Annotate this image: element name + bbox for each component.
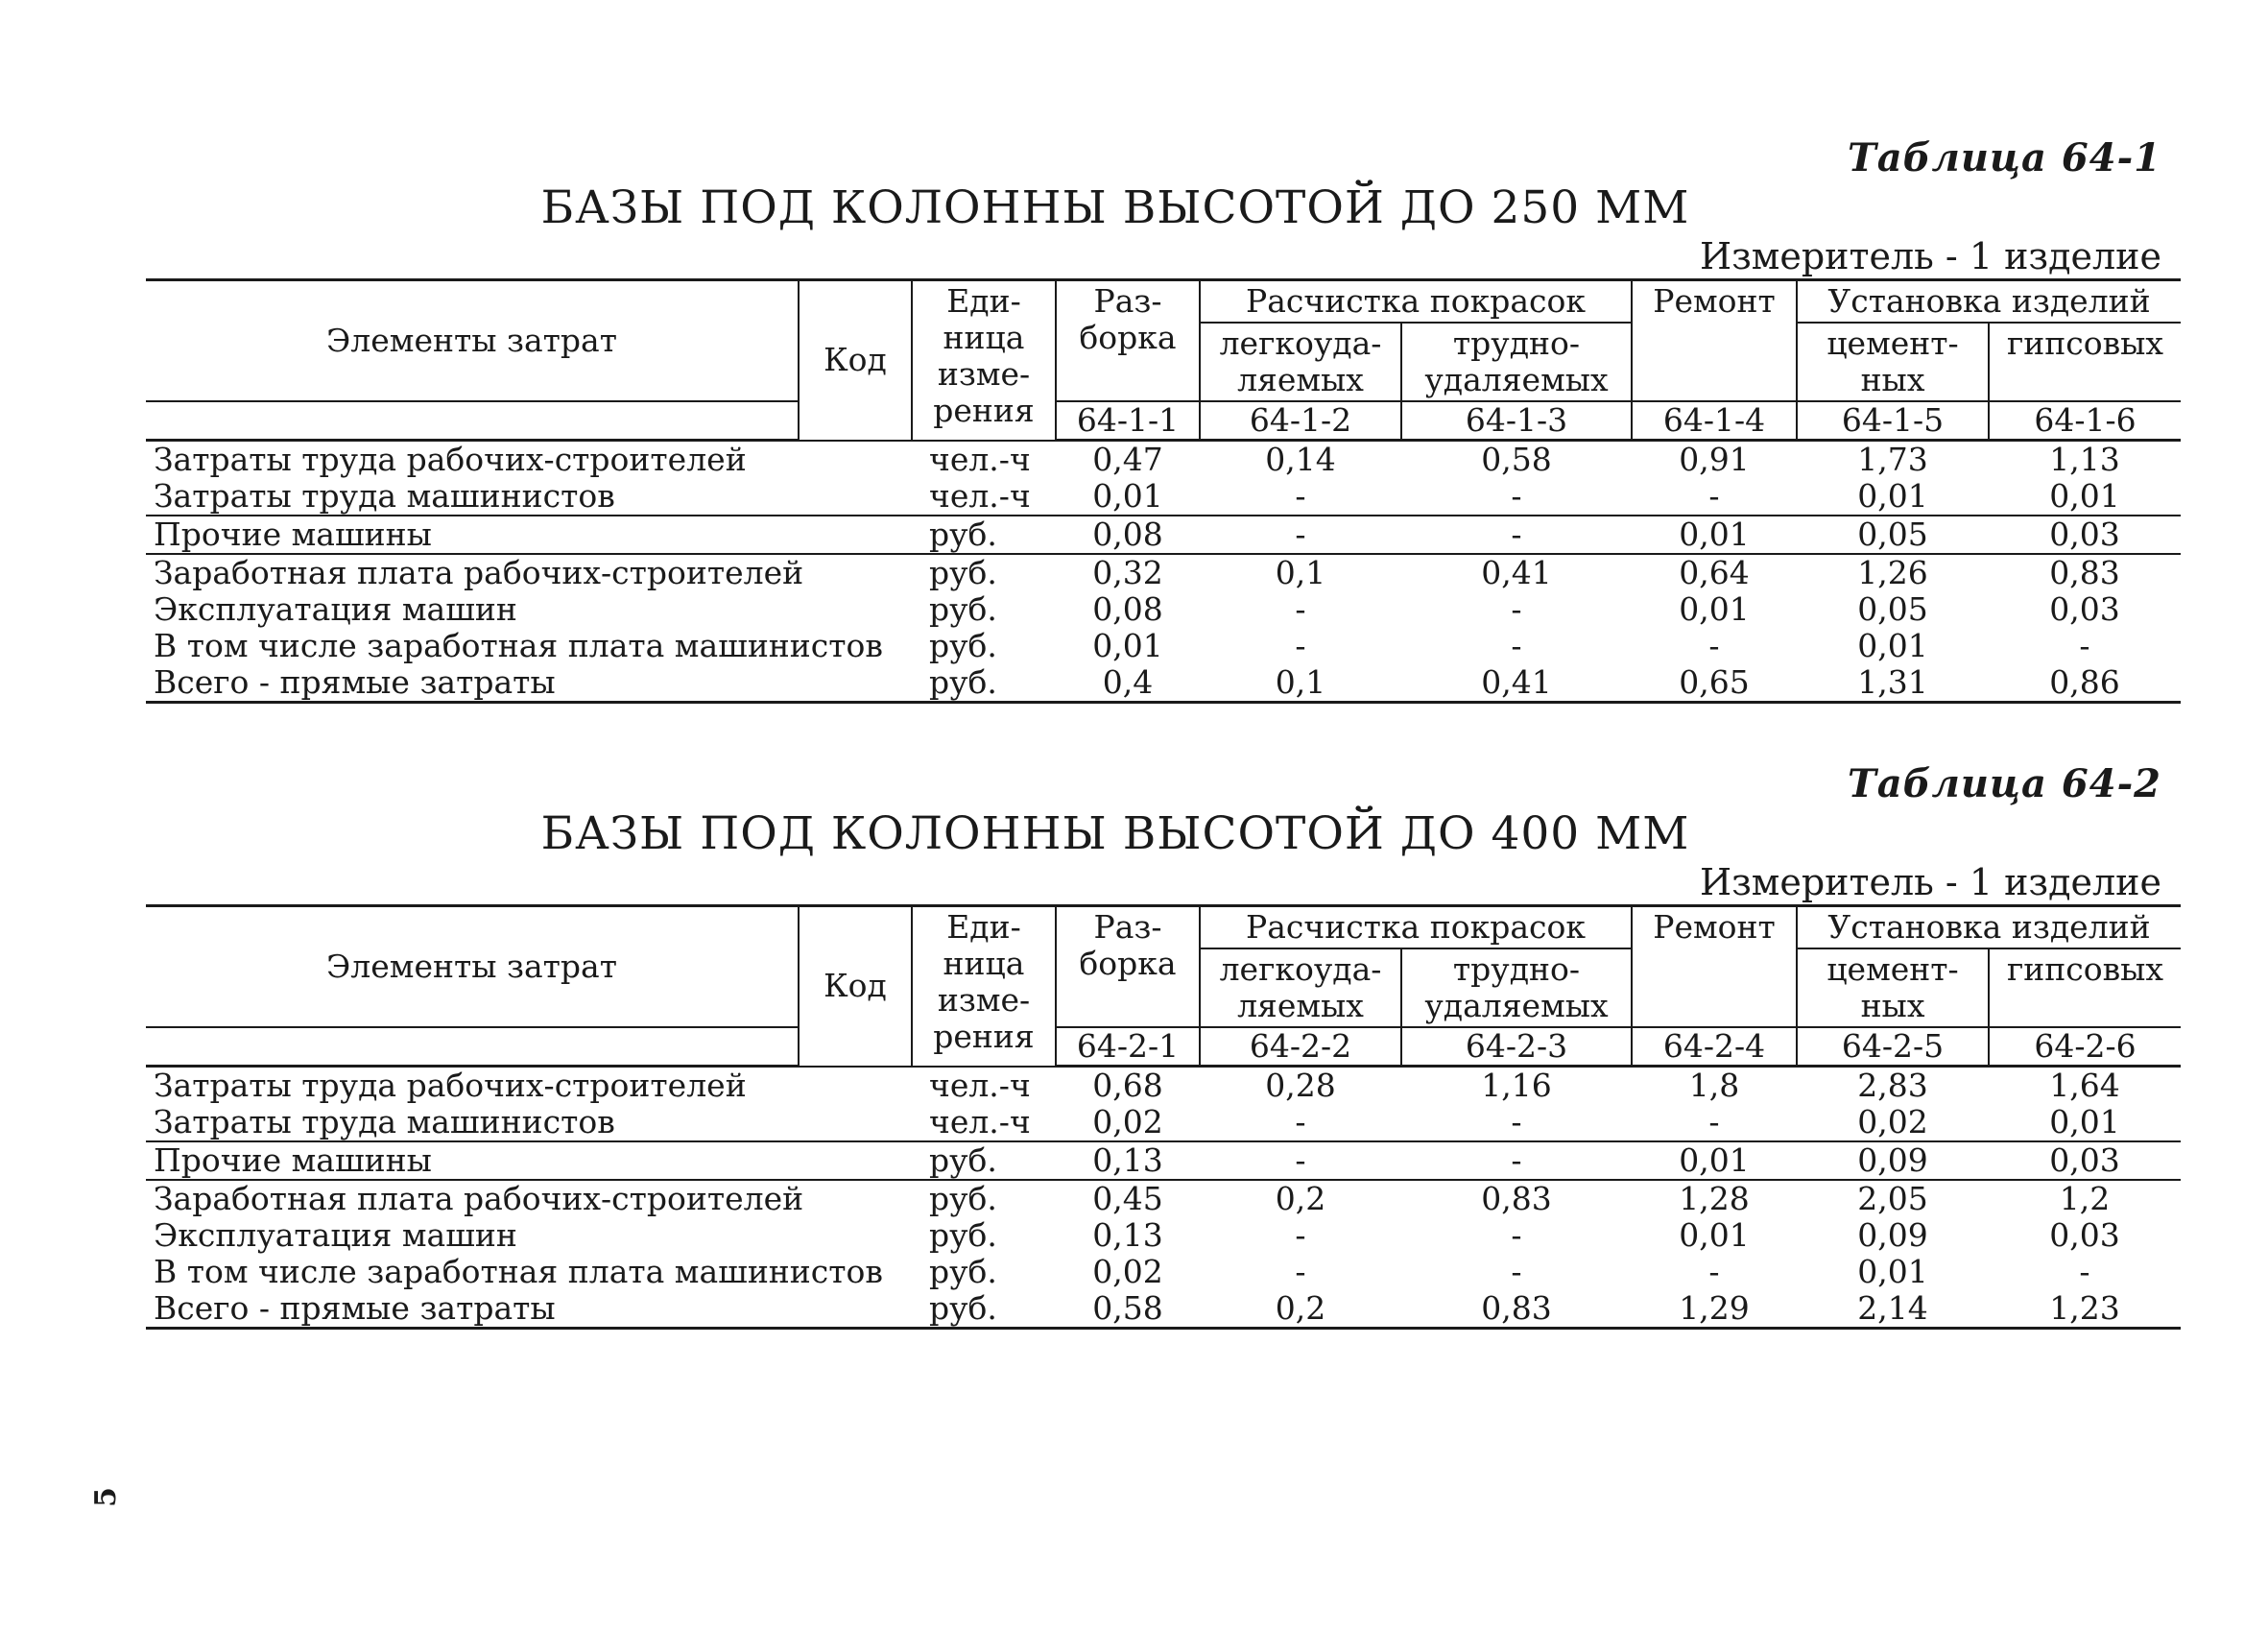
- table-body: [146, 441, 2181, 703]
- unit-note: Измеритель - 1 изделие: [1699, 861, 2161, 903]
- value-cell: 0,01: [1989, 478, 2181, 516]
- header-elements-blank: [146, 401, 799, 441]
- value-cell: -: [1200, 516, 1401, 554]
- unit-cell: руб.: [912, 1141, 1056, 1180]
- unit-cell: руб.: [929, 1180, 997, 1217]
- value-cell: -: [2079, 1253, 2090, 1290]
- unit-cell: руб.: [912, 516, 1056, 554]
- table-row: [146, 628, 2181, 664]
- value-cell: -: [1401, 478, 1632, 516]
- value-cell: 0,01: [1857, 627, 1928, 664]
- header-install-group: Установка изделий: [1797, 280, 2181, 324]
- value-cell: -: [2079, 627, 2090, 664]
- value-cell: 0,01: [1056, 478, 1200, 516]
- value-cell: 1,16: [1481, 1067, 1552, 1104]
- header-cleaning-hard: [1401, 948, 1632, 1027]
- code-cell: 64-2-3: [1401, 1027, 1632, 1067]
- value-cell: 0,64: [1679, 554, 1750, 591]
- value-cell: 0,01: [1797, 478, 1989, 516]
- value-cell: 0,13: [1056, 1141, 1200, 1180]
- value-cell: 0,01: [1989, 1104, 2181, 1141]
- header-install-cement: [1797, 948, 1989, 1027]
- value-cell: -: [1200, 1104, 1401, 1141]
- unit-cell: руб.: [929, 627, 997, 664]
- table-row: [146, 591, 2181, 628]
- header-cleaning-hard-l1: трудно-: [1452, 950, 1581, 988]
- value-cell: 0,03: [1989, 516, 2181, 554]
- element-cell: Всего - прямые затраты: [146, 1290, 912, 1329]
- header-razborka-l2: борка: [1079, 319, 1177, 356]
- element-cell: Заработная плата рабочих-строителей: [154, 554, 804, 591]
- header-razborka-l1: Раз-: [1093, 908, 1162, 946]
- header-unit: [912, 280, 1056, 441]
- element-cell: Эксплуатация машин: [154, 590, 517, 628]
- element-cell: Затраты труда машинистов: [146, 478, 912, 516]
- header-cleaning-hard-l1: трудно-: [1452, 324, 1581, 362]
- value-cell: 0,41: [1481, 554, 1552, 591]
- header-unit-l1: Еди-: [946, 908, 1021, 946]
- value-cell: 0,1: [1275, 554, 1326, 591]
- value-cell: -: [1200, 478, 1401, 516]
- table-64-2-block: [146, 760, 2181, 1330]
- value-cell: 0,01: [1092, 627, 1163, 664]
- element-cell: Затраты труда рабочих-строителей: [154, 441, 747, 478]
- header-unit-l4: рения: [933, 1018, 1035, 1055]
- code-cell: 64-1-2: [1200, 401, 1401, 441]
- unit-cell: руб.: [912, 1290, 1056, 1329]
- element-cell: Прочие машины: [146, 1141, 912, 1180]
- header-cleaning-hard-l2: удаляемых: [1424, 987, 1609, 1024]
- code-cell: 64-2-2: [1200, 1027, 1401, 1067]
- value-cell: 0,03: [2049, 590, 2120, 628]
- header-install-cement-l2: ных: [1860, 361, 1925, 398]
- header-install-gypsum: гипсовых: [1989, 323, 2181, 401]
- unit-cell: чел.-ч: [929, 1067, 1031, 1104]
- table-caption: Таблица 64-2: [1848, 761, 2161, 806]
- header-unit-l4: рения: [933, 392, 1035, 429]
- value-cell: -: [1632, 1104, 1797, 1141]
- cost-table: [146, 904, 2181, 1330]
- value-cell: -: [1511, 1216, 1522, 1254]
- value-cell: 0,09: [1797, 1141, 1989, 1180]
- header-cleaning-light-l1: легкоуда-: [1219, 950, 1382, 988]
- value-cell: 0,01: [1679, 1216, 1750, 1254]
- header-repair: Ремонт: [1632, 906, 1797, 1028]
- table-row: [146, 1254, 2181, 1290]
- code-cell: 64-1-5: [1797, 401, 1989, 441]
- unit-cell: чел.-ч: [912, 1104, 1056, 1141]
- unit-cell: руб.: [929, 554, 997, 591]
- table-row: [146, 516, 2181, 554]
- unit-cell: руб.: [929, 590, 997, 628]
- code-cell: 64-2-4: [1632, 1027, 1797, 1067]
- value-cell: 0,14: [1265, 441, 1336, 478]
- value-cell: -: [1295, 627, 1306, 664]
- header-elements: Элементы затрат: [146, 280, 799, 402]
- value-cell: -: [1511, 590, 1522, 628]
- header-install-cement: [1797, 323, 1989, 401]
- value-cell: 0,58: [1056, 1290, 1200, 1329]
- header-unit-l2: ница: [943, 319, 1025, 356]
- table-row: [146, 1290, 2181, 1329]
- table-row: [146, 1180, 2181, 1217]
- code-cell: 64-2-6: [1989, 1027, 2181, 1067]
- value-cell: 0,08: [1056, 516, 1200, 554]
- value-cell: 0,02: [1797, 1104, 1989, 1141]
- page-number: 5: [88, 1487, 123, 1507]
- value-cell: 0,65: [1632, 664, 1797, 703]
- header-elements: Элементы затрат: [146, 906, 799, 1028]
- table-64-1-block: [146, 134, 2181, 704]
- table-row: [146, 441, 2181, 479]
- value-cell: -: [1295, 1216, 1306, 1254]
- header-cleaning-group: Расчистка покрасок: [1200, 280, 1632, 324]
- value-cell: 0,32: [1092, 554, 1163, 591]
- value-cell: 0,2: [1275, 1180, 1326, 1217]
- element-cell: Эксплуатация машин: [154, 1216, 517, 1254]
- value-cell: -: [1401, 1104, 1632, 1141]
- value-cell: 1,73: [1857, 441, 1928, 478]
- value-cell: 1,64: [2049, 1067, 2120, 1104]
- code-cell: 64-1-6: [1989, 401, 2181, 441]
- value-cell: 0,83: [1481, 1180, 1552, 1217]
- value-cell: -: [1708, 627, 1720, 664]
- header-install-group: Установка изделий: [1797, 906, 2181, 949]
- value-cell: -: [1708, 1253, 1720, 1290]
- code-cell: 64-1-1: [1056, 401, 1200, 441]
- unit-note: Измеритель - 1 изделие: [1699, 235, 2161, 277]
- value-cell: 1,23: [1989, 1290, 2181, 1329]
- code-cell: 64-2-1: [1056, 1027, 1200, 1067]
- value-cell: -: [1295, 1253, 1306, 1290]
- value-cell: 0,02: [1092, 1253, 1163, 1290]
- value-cell: 0,83: [1401, 1290, 1632, 1329]
- header-elements-blank: [146, 1027, 799, 1067]
- value-cell: 0,45: [1092, 1180, 1163, 1217]
- value-cell: 0,03: [2049, 1216, 2120, 1254]
- code-cell: 64-2-5: [1797, 1027, 1989, 1067]
- value-cell: -: [1401, 516, 1632, 554]
- cost-table: [146, 278, 2181, 704]
- header-cleaning-group: Расчистка покрасок: [1200, 906, 1632, 949]
- table-body: [146, 1067, 2181, 1329]
- header-cleaning-hard-l2: удаляемых: [1424, 361, 1609, 398]
- value-cell: 0,09: [1857, 1216, 1928, 1254]
- element-cell: Прочие машины: [146, 516, 912, 554]
- header-cleaning-light-l2: ляемых: [1237, 361, 1364, 398]
- header-razborka-l2: борка: [1079, 945, 1177, 982]
- header-cleaning-light: [1200, 948, 1401, 1027]
- value-cell: -: [1200, 1141, 1401, 1180]
- header-install-cement-l2: ных: [1860, 987, 1925, 1024]
- element-cell: В том числе заработная плата машинистов: [154, 1253, 883, 1290]
- header-cleaning-light: [1200, 323, 1401, 401]
- value-cell: -: [1401, 1141, 1632, 1180]
- value-cell: 0,01: [1632, 516, 1797, 554]
- value-cell: 0,91: [1679, 441, 1750, 478]
- value-cell: 2,83: [1857, 1067, 1928, 1104]
- value-cell: -: [1511, 1253, 1522, 1290]
- header-razborka-l1: Раз-: [1093, 282, 1162, 320]
- table-row: [146, 554, 2181, 591]
- value-cell: 1,2: [2059, 1180, 2111, 1217]
- value-cell: 1,28: [1679, 1180, 1750, 1217]
- value-cell: 1,26: [1857, 554, 1928, 591]
- value-cell: 0,68: [1092, 1067, 1163, 1104]
- value-cell: 1,13: [2049, 441, 2120, 478]
- code-cell: 64-1-4: [1632, 401, 1797, 441]
- header-unit-l3: изме-: [937, 355, 1031, 393]
- header-razborka: [1056, 280, 1200, 402]
- header-unit: [912, 906, 1056, 1067]
- table-title: БАЗЫ ПОД КОЛОННЫ ВЫСОТОЙ ДО 400 ММ: [540, 807, 1690, 860]
- value-cell: 0,05: [1797, 516, 1989, 554]
- value-cell: 0,2: [1200, 1290, 1401, 1329]
- value-cell: -: [1632, 478, 1797, 516]
- header-unit-l3: изме-: [937, 981, 1031, 1019]
- header-install-cement-l1: цемент-: [1826, 324, 1959, 362]
- table-row: [146, 1104, 2181, 1141]
- table-caption: Таблица 64-1: [1848, 135, 2161, 180]
- value-cell: 0,1: [1200, 664, 1401, 703]
- unit-cell: чел.-ч: [912, 478, 1056, 516]
- value-cell: 0,13: [1092, 1216, 1163, 1254]
- value-cell: 2,05: [1857, 1180, 1928, 1217]
- value-cell: 0,28: [1265, 1067, 1336, 1104]
- value-cell: 0,47: [1092, 441, 1163, 478]
- value-cell: 1,31: [1797, 664, 1989, 703]
- header-code: Код: [799, 906, 912, 1067]
- table-row: [146, 664, 2181, 703]
- header-install-gypsum: гипсовых: [1989, 948, 2181, 1027]
- value-cell: 1,29: [1632, 1290, 1797, 1329]
- header-repair: Ремонт: [1632, 280, 1797, 402]
- header-razborka: [1056, 906, 1200, 1028]
- table-row: [146, 1067, 2181, 1105]
- value-cell: 0,01: [1632, 1141, 1797, 1180]
- element-cell: В том числе заработная плата машинистов: [154, 627, 883, 664]
- table-row: [146, 1141, 2181, 1180]
- unit-cell: руб.: [929, 1253, 997, 1290]
- value-cell: 0,02: [1056, 1104, 1200, 1141]
- value-cell: 0,41: [1401, 664, 1632, 703]
- element-cell: Затраты труда рабочих-строителей: [154, 1067, 747, 1104]
- header-unit-l1: Еди-: [946, 282, 1021, 320]
- header-cleaning-light-l1: легкоуда-: [1219, 324, 1382, 362]
- value-cell: 0,03: [1989, 1141, 2181, 1180]
- value-cell: 0,05: [1857, 590, 1928, 628]
- value-cell: 0,86: [1989, 664, 2181, 703]
- unit-cell: руб.: [929, 1216, 997, 1254]
- value-cell: 0,58: [1481, 441, 1552, 478]
- table-row: [146, 478, 2181, 516]
- value-cell: 0,01: [1857, 1253, 1928, 1290]
- value-cell: 2,14: [1797, 1290, 1989, 1329]
- element-cell: Затраты труда машинистов: [146, 1104, 912, 1141]
- header-cleaning-hard: [1401, 323, 1632, 401]
- unit-cell: чел.-ч: [929, 441, 1031, 478]
- unit-cell: руб.: [912, 664, 1056, 703]
- header-cleaning-light-l2: ляемых: [1237, 987, 1364, 1024]
- value-cell: -: [1511, 627, 1522, 664]
- table-row: [146, 1217, 2181, 1254]
- header-install-cement-l1: цемент-: [1826, 950, 1959, 988]
- value-cell: -: [1295, 590, 1306, 628]
- element-cell: Всего - прямые затраты: [146, 664, 912, 703]
- value-cell: 0,01: [1679, 590, 1750, 628]
- value-cell: 1,8: [1688, 1067, 1740, 1104]
- code-cell: 64-1-3: [1401, 401, 1632, 441]
- value-cell: 0,08: [1092, 590, 1163, 628]
- header-unit-l2: ница: [943, 945, 1025, 982]
- header-code: Код: [799, 280, 912, 441]
- value-cell: 0,83: [2049, 554, 2120, 591]
- value-cell: 0,4: [1056, 664, 1200, 703]
- element-cell: Заработная плата рабочих-строителей: [154, 1180, 804, 1217]
- table-title: БАЗЫ ПОД КОЛОННЫ ВЫСОТОЙ ДО 250 ММ: [540, 181, 1690, 234]
